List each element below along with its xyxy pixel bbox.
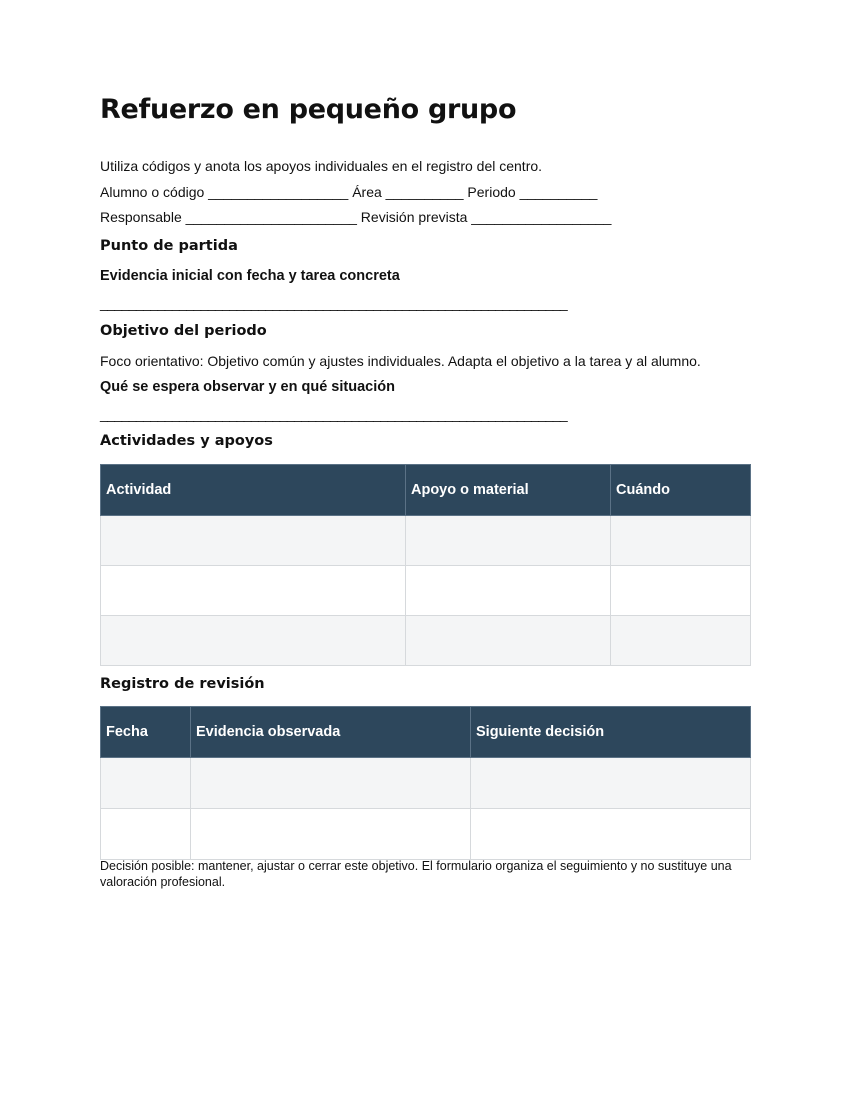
table-header-row <box>101 707 751 758</box>
table-cell[interactable] <box>101 758 191 809</box>
column-header-date: Fecha <box>101 707 191 758</box>
table-cell[interactable] <box>101 516 406 566</box>
section-heading-review: Registro de revisión <box>100 676 265 692</box>
table-cell[interactable] <box>406 516 611 566</box>
section-heading-objective: Objetivo del periodo <box>100 323 267 339</box>
intro-text: Utiliza códigos y anota los apoyos individuales en el registro del centro. <box>100 158 543 174</box>
table-row <box>101 516 751 566</box>
table-cell[interactable] <box>191 809 471 860</box>
table-cell[interactable] <box>611 616 751 666</box>
column-header-evidence: Evidencia observada <box>191 707 471 758</box>
table-row <box>101 758 751 809</box>
column-header-support: Apoyo o material <box>406 465 611 516</box>
column-header-next-decision: Siguiente decisión <box>471 707 751 758</box>
activities-table <box>100 464 751 666</box>
objective-blank-line: _________________________________________________________________ <box>100 406 568 422</box>
page-title: Refuerzo en pequeño grupo <box>100 94 517 125</box>
table-row <box>101 616 751 666</box>
objective-observation-prompt: Qué se espera observar y en qué situación <box>100 379 395 395</box>
start-evidence-prompt: Evidencia inicial con fecha y tarea concreta <box>100 268 400 284</box>
table-cell[interactable] <box>611 566 751 616</box>
start-evidence-blank-line: _________________________________________________________________ <box>100 295 568 311</box>
table-cell[interactable] <box>471 809 751 860</box>
table-header-row <box>101 465 751 516</box>
table-cell[interactable] <box>471 758 751 809</box>
fields-line-responsible-review: Responsable ______________________ Revisión prevista __________________ <box>100 209 612 225</box>
table-cell[interactable] <box>406 566 611 616</box>
table-cell[interactable] <box>101 809 191 860</box>
table-cell[interactable] <box>101 566 406 616</box>
column-header-activity: Actividad <box>101 465 406 516</box>
table-row <box>101 809 751 860</box>
section-heading-start: Punto de partida <box>100 238 238 254</box>
objective-focus-text: Foco orientativo: Objetivo común y ajustes individuales. Adapta el objetivo a la tarea y al alumno. <box>100 353 701 369</box>
table-row <box>101 566 751 616</box>
column-header-when: Cuándo <box>611 465 751 516</box>
section-heading-activities: Actividades y apoyos <box>100 433 273 449</box>
fields-line-student-area-period: Alumno o código __________________ Área __________ Periodo __________ <box>100 184 598 200</box>
footnote-text: Decisión posible: mantener, ajustar o cerrar este objetivo. El formulario organiza el seguimiento y no sustituye una valoración profesional. <box>100 859 732 889</box>
table-cell[interactable] <box>611 516 751 566</box>
table-cell[interactable] <box>406 616 611 666</box>
table-cell[interactable] <box>191 758 471 809</box>
review-table <box>100 706 751 860</box>
table-cell[interactable] <box>101 616 406 666</box>
